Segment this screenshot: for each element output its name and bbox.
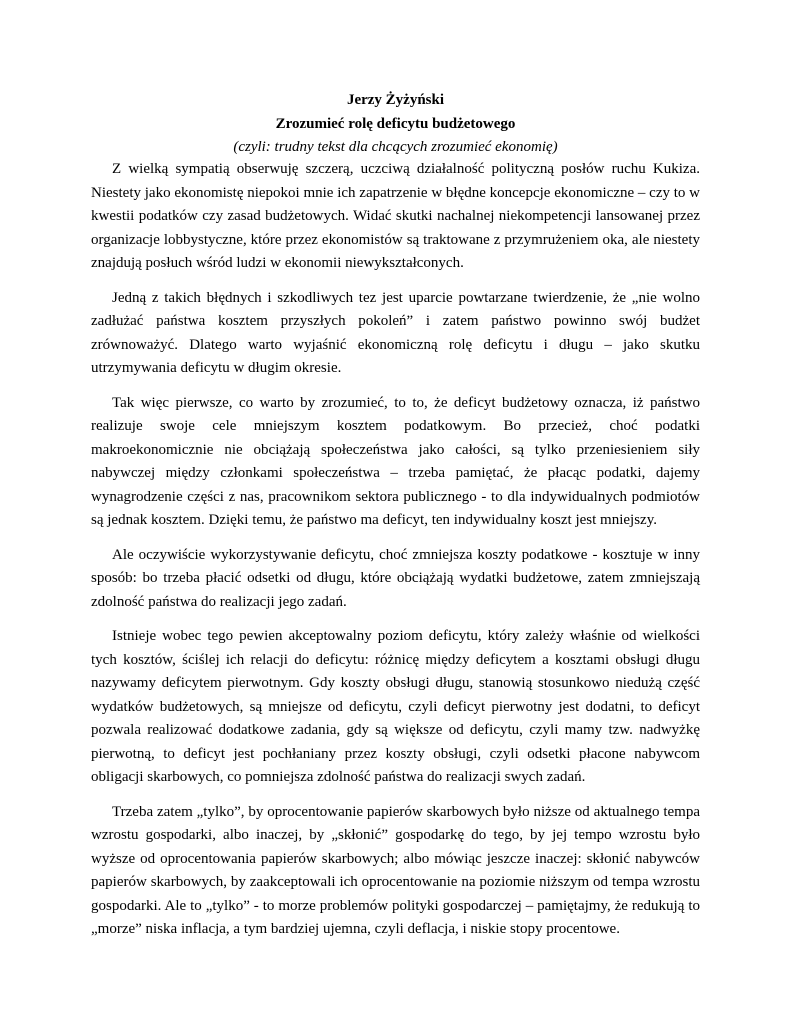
document-title: Zrozumieć rolę deficytu budżetowego [275, 116, 516, 132]
paragraph-1: Z wielką sympatią obserwuję szczerą, uczciwą działalność polityczną posłów ruchu Kukiza. Niestety jako ekonomistę niepokoi mnie ich zapatrzenie w błędne koncepcje ekonomiczne – czy to w kwestii podatków czy zasad budżetowych. Widać skutki nachalnej niekompetencji lansowanej przez organizacje lobbystyczne, które przez ekonomistów są traktowane z przymrużeniem oka, ale niestety znajdują posłuch wśród ludzi w ekonomii niewykształconych. [91, 161, 700, 271]
paragraph-5: Istnieje wobec tego pewien akceptowalny poziom deficytu, który zależy właśnie od wielkości tych kosztów, ściślej ich relacji do deficytu: różnicę między deficytem a kosztami obsługi długu nazywamy deficytem pierwotnym. Gdy koszty obsługi długu, stanowią stosunkowo niedużą część wydatków budżetowych, są mniejsze od deficytu, czyli deficyt pierwotny jest dodatni, to deficyt pozwala realizować dodatkowe zadania, gdy są większe od deficytu, czyli mamy tzw. nadwyżkę pierwotną, to deficyt jest pochłaniany przez koszty obsługi, czyli odsetki płacone nabywcom obligacji skarbowych, co pomniejsza zdolność państwa do realizacji swych zadań. [91, 628, 700, 785]
paragraph-4: Ale oczywiście wykorzystywanie deficytu, choć zmniejsza koszty podatkowe - kosztuje w inny sposób: bo trzeba płacić odsetki od długu, które obciążają wydatki budżetowe, zatem zmniejszają zdolność państwa do realizacji jego zadań. [91, 546, 700, 610]
document-page [91, 0, 700, 1024]
paragraph-3: Tak więc pierwsze, co warto by zrozumieć, to to, że deficyt budżetowy oznacza, iż państwo realizuje swoje cele mniejszym kosztem podatkowym. Bo przecież, choć podatki makroekonomicznie nie obciążają społeczeństwa jako całości, są tylko przeniesieniem siły nabywczej między członkami społeczeństwa – trzeba pamiętać, że płacąc podatki, dajemy wynagrodzenie części z nas, pracownikom sektora publicznego - to dla indywidualnych podmiotów są jednak kosztem. Dzięki temu, że państwo ma deficyt, ten indywidualny koszt jest mniejszy. [91, 394, 700, 528]
document-body [91, 158, 700, 953]
author-name: Jerzy Żyżyński [346, 92, 445, 108]
paragraph-2: Jedną z takich błędnych i szkodliwych tez jest uparcie powtarzane twierdzenie, że „nie wolno zadłużać państwa kosztem przyszłych pokoleń” i zatem państwo powinno swój budżet zrównoważyć. Dlatego warto wyjaśnić ekonomiczną rolę deficytu i długu – jako skutku utrzymywania deficytu w długim okresie. [91, 289, 700, 376]
document-subtitle: (czyli: trudny tekst dla chcących zrozumieć ekonomię) [233, 139, 558, 155]
paragraph-6: Trzeba zatem „tylko”, by oprocentowanie papierów skarbowych było niższe od aktualnego tempa wzrostu gospodarki, albo inaczej, by „skłonić” gospodarkę do tego, by jej tempo wzrostu było wyższe od oprocentowania papierów skarbowych; albo mówiąc jeszcze inaczej: skłonić nabywców papierów skarbowych, by zaakceptowali ich oprocentowanie na poziomie niższym od tempa wzrostu gospodarki. Ale to „tylko” - to morze problemów polityki gospodarczej – pamiętajmy, że redukują to „morze” niska inflacja, a tym bardziej ujemna, czyli deflacja, i niskie stopy procentowe. [91, 803, 700, 937]
